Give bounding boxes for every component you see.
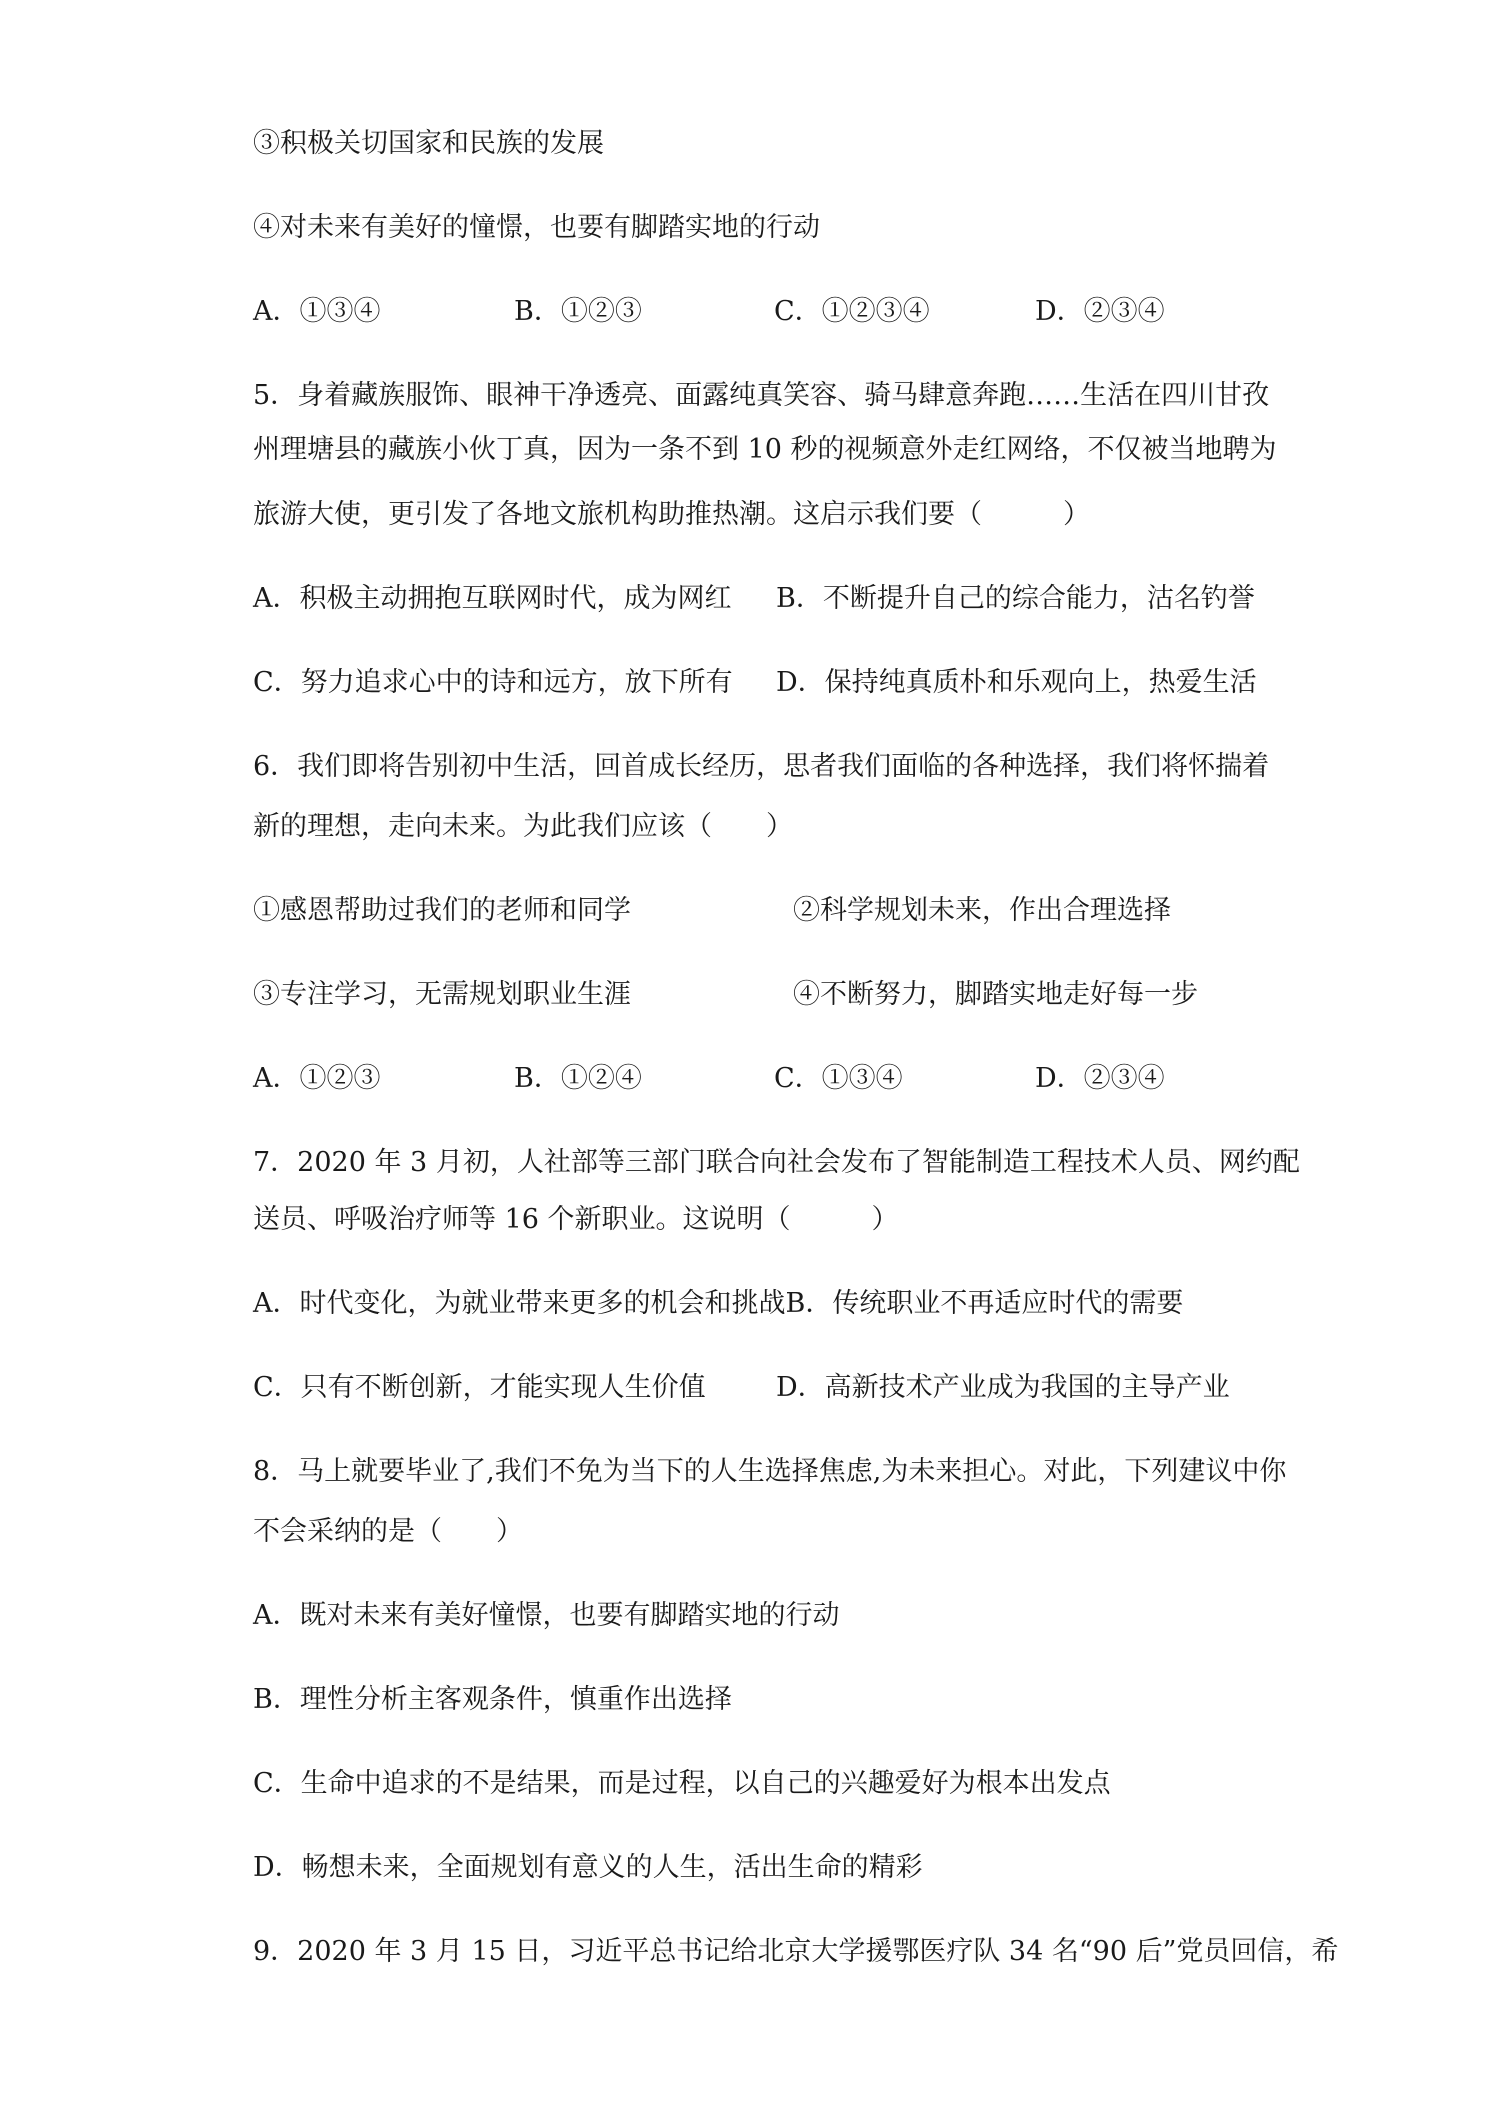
q7-option-d: D．高新技术产业成为我国的主导产业 bbox=[776, 1372, 1230, 1403]
q8-stem-line-1: 8．马上就要毕业了,我们不免为当下的人生选择焦虑,为未来担心。对此，下列建议中你 bbox=[253, 1456, 1287, 1487]
q8-option-a: A．既对未来有美好憧憬，也要有脚踏实地的行动 bbox=[253, 1600, 840, 1631]
q6-stem-line-1: 6．我们即将告别初中生活，回首成长经历，思者我们面临的各种选择，我们将怀揣着 bbox=[253, 751, 1270, 782]
q4-option-b: B．①②③ bbox=[514, 296, 642, 327]
q5-option-b: B．不断提升自己的综合能力，沽名钓誉 bbox=[776, 583, 1255, 614]
q8-option-d: D．畅想未来，全面规划有意义的人生，活出生命的精彩 bbox=[253, 1852, 923, 1883]
q7-stem-line-2: 送员、呼吸治疗师等 16 个新职业。这说明（ ） bbox=[253, 1204, 899, 1235]
q8-stem-line-2: 不会采纳的是（ ） bbox=[253, 1516, 523, 1547]
q5-option-c: C．努力追求心中的诗和远方，放下所有 bbox=[253, 667, 733, 698]
q6-option-c: C．①③④ bbox=[774, 1063, 903, 1094]
q8-option-c: C．生命中追求的不是结果，而是过程，以自己的兴趣爱好为根本出发点 bbox=[253, 1768, 1111, 1799]
q6-stem-line-2: 新的理想，走向未来。为此我们应该（ ） bbox=[253, 811, 793, 842]
statement-4: ④对未来有美好的憧憬，也要有脚踏实地的行动 bbox=[253, 212, 820, 243]
q6-option-a: A．①②③ bbox=[253, 1063, 381, 1094]
q4-option-a: A．①③④ bbox=[253, 296, 381, 327]
q6-option-b: B．①②④ bbox=[514, 1063, 642, 1094]
statement-3: ③积极关切国家和民族的发展 bbox=[253, 128, 604, 159]
q5-stem-line-3: 旅游大使，更引发了各地文旅机构助推热潮。这启示我们要（ ） bbox=[253, 499, 1090, 530]
q5-option-a: A．积极主动拥抱互联网时代，成为网红 bbox=[253, 583, 732, 614]
q6-statement-2: ②科学规划未来，作出合理选择 bbox=[793, 895, 1171, 926]
q6-statement-3: ③专注学习，无需规划职业生涯 bbox=[253, 979, 631, 1010]
q4-option-d: D．②③④ bbox=[1035, 296, 1165, 327]
q5-option-d: D．保持纯真质朴和乐观向上，热爱生活 bbox=[776, 667, 1257, 698]
q6-statement-1: ①感恩帮助过我们的老师和同学 bbox=[253, 895, 631, 926]
q6-statement-4: ④不断努力，脚踏实地走好每一步 bbox=[793, 979, 1198, 1010]
q5-stem-line-2: 州理塘县的藏族小伙丁真，因为一条不到 10 秒的视频意外走红网络，不仅被当地聘为 bbox=[253, 434, 1277, 465]
q4-option-c: C．①②③④ bbox=[774, 296, 930, 327]
q7-option-ab: A．时代变化，为就业带来更多的机会和挑战B．传统职业不再适应时代的需要 bbox=[253, 1288, 1184, 1319]
q6-option-d: D．②③④ bbox=[1035, 1063, 1165, 1094]
q9-stem-line-1: 9．2020 年 3 月 15 日，习近平总书记给北京大学援鄂医疗队 34 名“90 后”党员回信，希 bbox=[253, 1936, 1339, 1967]
q5-stem-line-1: 5．身着藏族服饰、眼神干净透亮、面露纯真笑容、骑马肆意奔跑……生活在四川甘孜 bbox=[253, 380, 1270, 411]
q7-stem-line-1: 7．2020 年 3 月初，人社部等三部门联合向社会发布了智能制造工程技术人员、网约配 bbox=[253, 1147, 1300, 1178]
q7-option-c: C．只有不断创新，才能实现人生价值 bbox=[253, 1372, 706, 1403]
q8-option-b: B．理性分析主客观条件，慎重作出选择 bbox=[253, 1684, 732, 1715]
